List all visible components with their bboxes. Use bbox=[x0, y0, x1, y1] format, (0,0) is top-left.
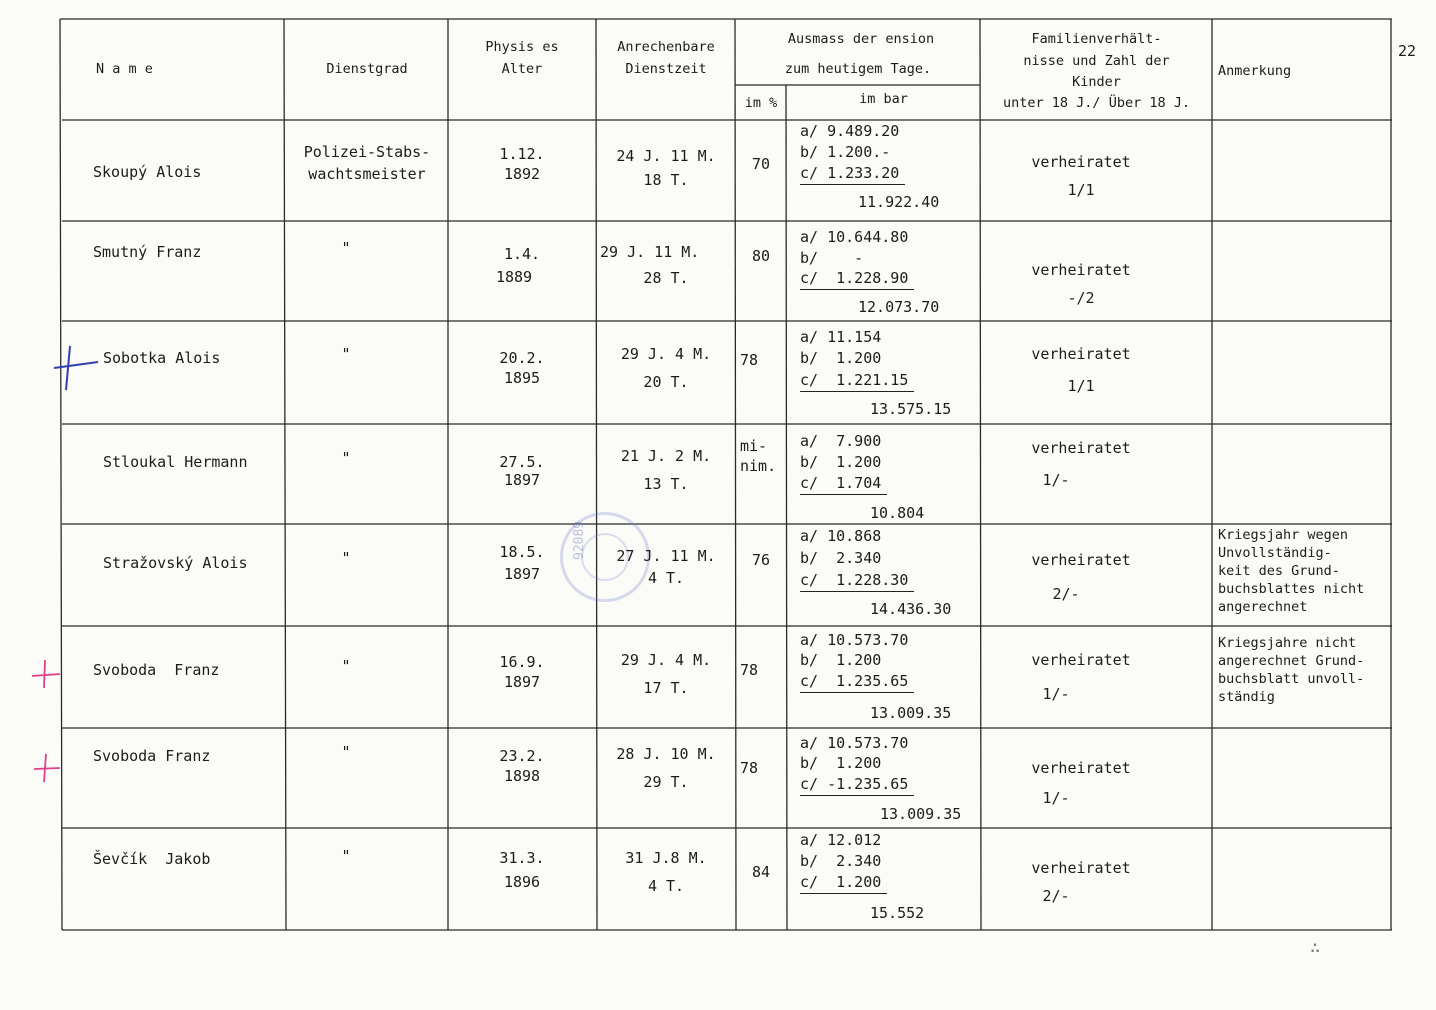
row-6-service-line2: 17 T. bbox=[643, 679, 689, 697]
row-2-amount-c: c/ 1.228.90 bbox=[800, 268, 914, 290]
row-1-amount-c: c/ 1.233.20 bbox=[800, 163, 905, 185]
row-7-rank: " bbox=[341, 743, 351, 761]
header-remark: Anmerkung bbox=[1218, 63, 1292, 79]
header-family-2: nisse und Zahl der bbox=[1023, 53, 1170, 69]
red-cross-mark bbox=[32, 660, 60, 688]
row-1-status: verheiratet bbox=[1031, 153, 1131, 171]
row-3-service-line2: 20 T. bbox=[643, 373, 689, 391]
row-2-service-line1: 29 J. 11 M. bbox=[600, 243, 700, 261]
row-7-status: verheiratet bbox=[1031, 759, 1131, 777]
row-2-children: -/2 bbox=[1067, 289, 1095, 307]
stamp-number: 92089 bbox=[572, 520, 587, 560]
row-1-rank-line2: wachtsmeister bbox=[308, 165, 426, 183]
row-3-amount-a: a/ 11.154 bbox=[800, 328, 882, 346]
header-age-1: Physis es bbox=[485, 39, 559, 55]
row-5-children: 2/- bbox=[1052, 585, 1080, 603]
row-6-total: 13.009.35 bbox=[870, 704, 952, 722]
row-1-date-line2: 1892 bbox=[503, 165, 541, 183]
row-3-service-line1: 29 J. 4 M. bbox=[620, 345, 712, 363]
row-5-date-line2: 1897 bbox=[503, 565, 541, 583]
row-6-date-line1: 16.9. bbox=[499, 653, 545, 671]
row-1-total: 11.922.40 bbox=[858, 193, 940, 211]
row-4-total: 10.804 bbox=[870, 504, 925, 522]
row-7-amount-a: a/ 10.573.70 bbox=[800, 734, 909, 752]
row-6-amount-a: a/ 10.573.70 bbox=[800, 631, 909, 649]
row-8-pct: 84 bbox=[751, 863, 771, 881]
page-number: 22 bbox=[1398, 42, 1417, 60]
row-7-total: 13.009.35 bbox=[880, 805, 962, 823]
row-1-pct: 70 bbox=[751, 155, 771, 173]
row-3-rank: " bbox=[341, 345, 351, 363]
row-6-date-line2: 1897 bbox=[503, 673, 541, 691]
row-6-name: Svoboda Franz bbox=[93, 661, 220, 679]
row-4-pct: mi- nim. bbox=[740, 437, 777, 475]
row-7-amount-c: c/ -1.235.65 bbox=[800, 774, 914, 796]
row-4-status: verheiratet bbox=[1031, 439, 1131, 457]
row-8-children: 2/- bbox=[1042, 887, 1070, 905]
row-8-total: 15.552 bbox=[870, 904, 925, 922]
row-5-service-line2: 4 T. bbox=[647, 569, 685, 587]
row-8-date-line2: 1896 bbox=[503, 873, 541, 891]
row-7-date-line2: 1898 bbox=[503, 767, 541, 785]
row-4-amount-a: a/ 7.900 bbox=[800, 432, 882, 450]
row-6-children: 1/- bbox=[1042, 685, 1070, 703]
row-4-amount-c: c/ 1.704 bbox=[800, 473, 887, 495]
row-4-date-line1: 27.5. bbox=[499, 453, 545, 471]
row-1-service-line1: 24 J. 11 M. bbox=[616, 147, 716, 165]
row-8-status: verheiratet bbox=[1031, 859, 1131, 877]
row-3-children: 1/1 bbox=[1067, 377, 1095, 395]
row-4-date-line2: 1897 bbox=[503, 471, 541, 489]
row-2-rank: " bbox=[341, 239, 351, 257]
row-1-children: 1/1 bbox=[1067, 181, 1095, 199]
header-rank: Dienstgrad bbox=[326, 61, 408, 77]
header-pension-cash: im bar bbox=[859, 91, 908, 107]
blue-cross-mark bbox=[54, 346, 98, 390]
row-2-date-line2: 1889 bbox=[495, 268, 533, 286]
row-5-pct: 76 bbox=[751, 551, 771, 569]
row-5-service-line1: 27 J. 11 M. bbox=[616, 547, 716, 565]
row-1-amount-b: b/ 1.200.- bbox=[800, 143, 891, 161]
header-service-2: Dienstzeit bbox=[625, 61, 707, 77]
row-3-date-line2: 1895 bbox=[503, 369, 541, 387]
row-5-rank: " bbox=[341, 549, 351, 567]
header-age-2: Alter bbox=[501, 61, 543, 77]
row-1-date-line1: 1.12. bbox=[499, 145, 545, 163]
row-2-date-line1: 1.4. bbox=[503, 245, 541, 263]
header-pension-2: zum heutigem Tage. bbox=[784, 61, 932, 77]
row-8-name: Ševčík Jakob bbox=[93, 850, 211, 868]
row-3-amount-b: b/ 1.200 bbox=[800, 349, 882, 367]
header-family-1: Familienverhält- bbox=[1031, 31, 1162, 47]
row-8-amount-a: a/ 12.012 bbox=[800, 831, 882, 849]
row-4-amount-b: b/ 1.200 bbox=[800, 453, 882, 471]
row-7-service-line2: 29 T. bbox=[643, 773, 689, 791]
row-8-rank: " bbox=[341, 847, 351, 865]
row-5-amount-c: c/ 1.228.30 bbox=[800, 570, 914, 592]
header-pension-pct: im % bbox=[744, 95, 778, 111]
corner-scribble: ∴ bbox=[1310, 938, 1321, 958]
row-4-rank: " bbox=[341, 449, 351, 467]
row-3-date-line1: 20.2. bbox=[499, 349, 545, 367]
row-5-status: verheiratet bbox=[1031, 551, 1131, 569]
row-1-service-line2: 18 T. bbox=[643, 171, 689, 189]
row-8-amount-c: c/ 1.200 bbox=[800, 872, 887, 894]
row-7-service-line1: 28 J. 10 M. bbox=[616, 745, 716, 763]
row-5-total: 14.436.30 bbox=[870, 600, 952, 618]
row-8-service-line1: 31 J.8 M. bbox=[625, 849, 707, 867]
row-1-rank-line1: Polizei-Stabs- bbox=[303, 143, 431, 161]
red-cross-mark bbox=[34, 754, 60, 782]
row-6-status: verheiratet bbox=[1031, 651, 1131, 669]
row-5-amount-a: a/ 10.868 bbox=[800, 527, 882, 545]
row-8-date-line1: 31.3. bbox=[499, 849, 545, 867]
row-6-remark: Kriegsjahre nicht angerechnet Grund- buchsblatt unvoll- ständig bbox=[1218, 635, 1365, 705]
row-2-total: 12.073.70 bbox=[858, 298, 940, 316]
row-4-service-line1: 21 J. 2 M. bbox=[620, 447, 712, 465]
row-6-rank: " bbox=[341, 657, 351, 675]
row-7-pct: 78 bbox=[740, 759, 759, 777]
row-7-date-line1: 23.2. bbox=[499, 747, 545, 765]
row-3-status: verheiratet bbox=[1031, 345, 1131, 363]
row-2-amount-a: a/ 10.644.80 bbox=[800, 228, 909, 246]
row-2-name: Smutný Franz bbox=[93, 243, 202, 261]
row-6-pct: 78 bbox=[740, 661, 759, 679]
row-3-name: Sobotka Alois bbox=[103, 349, 221, 367]
row-3-total: 13.575.15 bbox=[870, 400, 952, 418]
header-service-1: Anrechenbare bbox=[617, 39, 715, 55]
row-7-amount-b: b/ 1.200 bbox=[800, 754, 882, 772]
row-6-service-line1: 29 J. 4 M. bbox=[620, 651, 712, 669]
header-name: N a m e bbox=[96, 61, 153, 77]
row-7-children: 1/- bbox=[1042, 789, 1070, 807]
row-5-remark: Kriegsjahr wegen Unvollständig- keit des Grund- buchsblattes nicht angerechnet bbox=[1218, 527, 1365, 615]
row-6-amount-c: c/ 1.235.65 bbox=[800, 671, 914, 693]
row-3-amount-c: c/ 1.221.15 bbox=[800, 370, 914, 392]
row-4-children: 1/- bbox=[1042, 471, 1070, 489]
row-2-pct: 80 bbox=[751, 247, 771, 265]
row-1-amount-a: a/ 9.489.20 bbox=[800, 122, 900, 140]
row-4-service-line2: 13 T. bbox=[643, 475, 689, 493]
row-2-status: verheiratet bbox=[1031, 261, 1131, 279]
row-8-service-line2: 4 T. bbox=[647, 877, 685, 895]
header-pension-1: Ausmass der ension bbox=[787, 31, 935, 47]
row-2-service-line2: 28 T. bbox=[643, 269, 689, 287]
header-family-3: Kinder bbox=[1072, 74, 1121, 90]
row-5-name: Stražovský Alois bbox=[103, 554, 248, 572]
row-7-name: Svoboda Franz bbox=[93, 747, 211, 765]
row-2-amount-b: b/ - bbox=[800, 249, 864, 267]
row-1-name: Skoupý Alois bbox=[93, 163, 202, 181]
row-4-name: Stloukal Hermann bbox=[103, 453, 248, 471]
row-3-pct: 78 bbox=[740, 351, 759, 369]
header-family-4: unter 18 J./ Über 18 J. bbox=[1003, 95, 1190, 111]
row-5-amount-b: b/ 2.340 bbox=[800, 549, 882, 567]
row-6-amount-b: b/ 1.200 bbox=[800, 651, 882, 669]
row-8-amount-b: b/ 2.340 bbox=[800, 852, 882, 870]
row-5-date-line1: 18.5. bbox=[499, 543, 545, 561]
